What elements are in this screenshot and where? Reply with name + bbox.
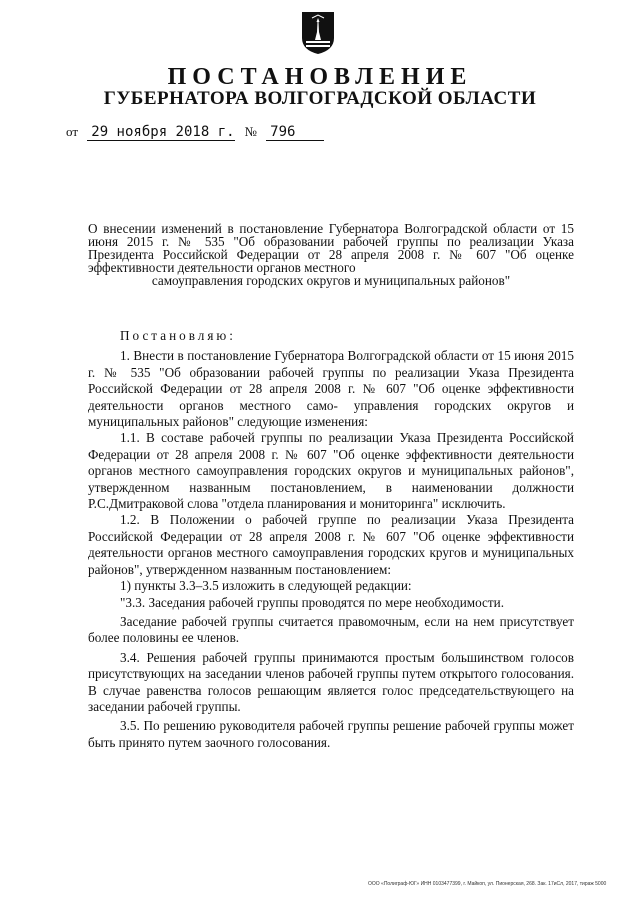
- document-date: 29 ноября 2018 г.: [87, 124, 235, 141]
- paragraph-3-5: 3.5. По решению руководителя рабочей группы решение рабочей группы может быть принято путем заочного голосования.: [88, 718, 574, 750]
- paragraph-1-2: 1.2. В Положении о рабочей группе по реализации Указа Президента Российской Федерации от 28 апреля 2008 г. № 607 "Об оценке эффективности деятельности органов местного самоуправления городских кругов и муниципальных районов", утвержденном названным постановлением:: [88, 512, 574, 577]
- printer-imprint: ООО «Полиграф-ЮГ» ИНН 0103477399, г. Майкоп, ул. Пионерская, 268. Зак. 17иСл, 2017, тираж 5000: [368, 881, 607, 887]
- date-number-line: [60, 124, 324, 141]
- paragraph-3-3: "3.3. Заседания рабочей группы проводятся по мере необходимости.: [120, 594, 505, 610]
- subject-text: О внесении изменений в постановление Губернатора Волгоградской области от 15 июня 2015 г. № 535 "Об образовании рабочей группы по реализации Указа Президента Российской Федерации от 28 апреля 2008 г. № 607 "Об оценке эффективности деятельности органов местного: [88, 221, 574, 275]
- document-subject: [88, 222, 574, 287]
- paragraph-3-4: 3.4. Решения рабочей группы принимаются простым большинством голосов присутствующих на заседании членов рабочей группы путем открытого голосования. В случае равенства голосов решающим является голос председательствующего на заседании рабочей группы.: [88, 649, 574, 714]
- resolution-word: Постановляю:: [120, 328, 236, 343]
- document-body: [88, 328, 574, 751]
- paragraph-1: 1. Внести в постановление Губернатора Волгоградской области от 15 июня 2015 г. № 535 "Об образовании рабочей группы по реализации Указа Президента Российской Федерации от 28 апреля 2008 г. № 607 "Об оценке эффективности деятельности органов местного само- управления городских округов и муниципальных районов" следующие изменения:: [88, 348, 574, 430]
- paragraph-1-1: 1.1. В составе рабочей группы по реализации Указа Президента Российской Федерации от 28 апреля 2008 г. № 607 "Об оценке эффективности деятельности органов местного самоуправления городских округов и муниципальных районов", утвержденном названным постановлением, в наименовании должности Р.С.Дмитраковой слова "отдела планирования и мониторинга" исключить.: [88, 430, 574, 512]
- document-title: ПОСТАНОВЛЕНИЕ: [167, 64, 473, 90]
- document-subtitle: ГУБЕРНАТОРА ВОЛГОГРАДСКОЙ ОБЛАСТИ: [103, 88, 537, 109]
- number-label: №: [244, 124, 257, 139]
- from-label: от: [66, 124, 79, 139]
- paragraph-points: 1) пункты 3.3–3.5 изложить в следующей редакции:: [120, 578, 412, 594]
- paragraph-quorum: Заседание рабочей группы считается правомочным, если на нем присутствует более половины ее членов.: [88, 613, 574, 646]
- document-number: 796: [266, 124, 324, 141]
- subject-text-end: самоуправления городских округов и муниципальных районов": [151, 273, 511, 288]
- coat-of-arms-icon: [300, 10, 336, 56]
